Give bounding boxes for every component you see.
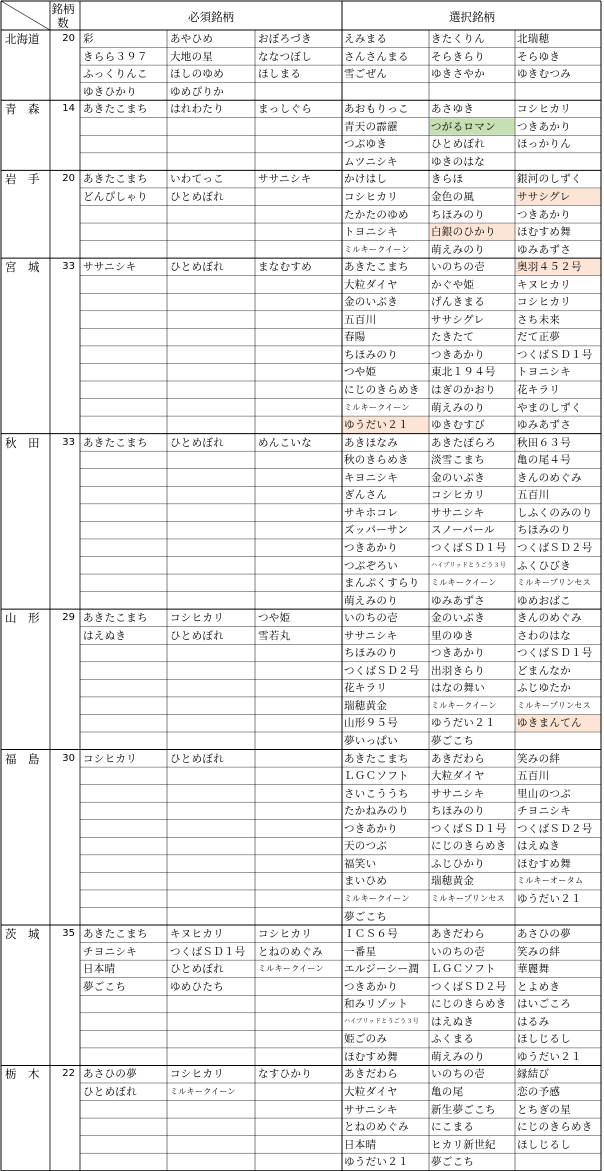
brand-cell: にじのきらめき	[517, 1121, 593, 1134]
brand-cell: かけはし	[344, 173, 388, 186]
brand-cell: エルジーシー潤	[344, 963, 420, 976]
brand-cell: 亀の尾	[431, 1086, 464, 1098]
brand-cell: ミルキープリンセス	[431, 893, 505, 903]
brand-cell: 彩	[83, 33, 94, 45]
brand-cell: つくばＳＤ１号	[431, 822, 507, 835]
brand-cell: 金のいぶき	[431, 471, 485, 484]
brand-cell: とよめき	[517, 980, 561, 993]
brand-cell: ゆきひかり	[83, 85, 137, 98]
brand-cell: トヨニシキ	[344, 226, 398, 239]
brand-cell: たかたのゆめ	[344, 208, 409, 221]
brand-cell: つくばＳＤ１号	[517, 647, 593, 660]
brand-count: 35	[62, 928, 75, 940]
brand-cell: とねのめぐみ	[258, 945, 323, 958]
brand-cell: ゆうだい２１	[344, 419, 409, 432]
brand-cell: 瑞穂黄金	[431, 875, 475, 888]
brand-cell: ふじゆたか	[517, 682, 571, 695]
brand-cell: ほしのゆめ	[170, 68, 224, 81]
brand-cell: さんさんまる	[344, 50, 409, 63]
brand-cell: 山形９５号	[344, 717, 398, 730]
brand-cell: あきたこまち	[83, 928, 148, 941]
brand-cell: 里山のつぶ	[517, 787, 571, 800]
brand-cell: どんぴしゃり	[83, 190, 148, 203]
brand-cell: ひとめぼれ	[170, 190, 224, 203]
brand-cell: 萌えみのり	[431, 1050, 485, 1063]
brand-cell: ゆうだい２１	[517, 1050, 582, 1063]
brand-cell: あきだわら	[431, 928, 485, 941]
brand-count: 22	[62, 1068, 75, 1080]
brand-cell: ちほみのり	[344, 348, 398, 361]
brand-cell: ひとめぼれ	[83, 1086, 137, 1098]
brand-cell: あさひの夢	[83, 1068, 137, 1081]
prefecture-name: 青 森	[5, 102, 40, 117]
brand-cell: まんぷくすらり	[344, 577, 420, 590]
brand-cell: 東北１９４号	[431, 366, 496, 379]
prefecture-name: 福 島	[5, 751, 40, 766]
brand-cell: まなむすめ	[258, 261, 312, 274]
brand-cell: ササニシキ	[258, 173, 312, 186]
brand-cell: 天のつぶ	[344, 840, 388, 853]
brand-cell: あきたこまち	[83, 436, 148, 449]
header-count	[50, 2, 76, 30]
brand-cell: あきたぽらろ	[431, 436, 496, 449]
brand-cell: 北瑞穂	[517, 33, 550, 45]
brand-cell: いのちの壱	[344, 612, 398, 625]
brand-cell: ほっかりん	[517, 138, 571, 151]
brand-cell: ササニシキ	[431, 787, 485, 800]
brand-cell: つくばＳＤ１号	[431, 541, 507, 554]
brand-count: 29	[62, 612, 75, 624]
brand-cell: ズッパーサン	[344, 524, 409, 537]
brand-cell: ちほみのり	[344, 647, 398, 660]
brand-cell: 五百川	[344, 313, 377, 326]
brand-cell: コシヒカリ	[83, 752, 137, 765]
header-count-line2: 数	[57, 16, 69, 30]
brand-cell: ゆきむすび	[431, 419, 485, 432]
brand-cell: いのちの壱	[431, 261, 485, 274]
brand-cell: ゆうだい２１	[431, 717, 496, 730]
brand-cell: はえぬき	[517, 840, 561, 853]
brand-cell: はるみ	[517, 1015, 550, 1028]
brand-cell: ほむすめ舞	[517, 226, 571, 239]
brand-cell: コシヒカリ	[517, 103, 571, 116]
brand-cell: 花キラリ	[517, 384, 561, 396]
brand-cell: つきあかり	[517, 120, 571, 133]
brand-cell: ひとめぼれ	[170, 261, 224, 274]
brand-cell: トヨニシキ	[517, 366, 571, 379]
brand-cell: にじのきらめき	[344, 384, 420, 396]
prefecture-name: 宮 城	[5, 260, 40, 275]
brand-cell: ゆうだい２１	[344, 1156, 409, 1169]
brand-cell: 出羽きらり	[431, 664, 485, 677]
brand-cell: 日本晴	[344, 1138, 377, 1151]
brand-cell: なすひかり	[258, 1068, 312, 1081]
brand-cell: まっしぐら	[258, 103, 312, 116]
brand-cell: ササニシキ	[344, 629, 398, 642]
brand-cell: どまんなか	[517, 664, 571, 677]
brand-cell: さいこううち	[344, 787, 409, 800]
brand-cell: つくばＳＤ２号	[517, 822, 593, 835]
brand-cell: つくばＳＤ１号	[517, 348, 593, 361]
brand-cell: 笑みの絆	[517, 752, 561, 765]
header-selected: 選択銘柄	[449, 10, 495, 24]
brand-cell: とちぎの星	[517, 1103, 571, 1116]
brand-cell: コシヒカリ	[170, 612, 224, 625]
brand-cell: あさひの夢	[517, 928, 571, 941]
header-required: 必須銘柄	[188, 10, 234, 24]
brand-cell: 雪ごぜん	[344, 68, 388, 81]
brand-cell: はぎのかおり	[431, 384, 496, 396]
brand-cell: 大粒ダイヤ	[344, 278, 398, 291]
brand-cell: 縁結び	[517, 1068, 550, 1081]
brand-cell: ほしまる	[258, 68, 302, 81]
brand-cell: ミルキープリンセス	[517, 700, 591, 710]
brand-cell: ふくまる	[431, 1033, 475, 1046]
brand-cell: いわてっこ	[170, 173, 224, 186]
brand-cell: つくばＳＤ１号	[170, 945, 246, 958]
brand-cell: キヨニシキ	[344, 471, 398, 484]
brand-cell: コシヒカリ	[344, 190, 398, 203]
brand-cell: ゆきさやか	[431, 68, 485, 81]
brand-cell: ササニシキ	[344, 1103, 398, 1116]
brand-cell: 萌えみのり	[344, 594, 398, 607]
brand-cell: ゆきまんてん	[517, 717, 582, 730]
prefecture-name: 岩 手	[5, 172, 40, 187]
prefecture-name: 栃 木	[5, 1067, 40, 1082]
brand-cell: ひとめぼれ	[170, 629, 224, 642]
brand-cell: 萌えみのり	[431, 243, 485, 256]
brand-cell: ハイブリッドとうごう３号	[344, 1017, 419, 1025]
brand-cell: げんきまる	[431, 296, 485, 309]
brand-count: 20	[62, 173, 75, 185]
brand-cell: 淡雪こまち	[431, 454, 485, 467]
brand-cell: 大粒ダイヤ	[344, 1086, 398, 1098]
brand-cell: 金のいぶき	[344, 296, 398, 309]
brand-cell: あきたこまち	[83, 173, 148, 186]
brand-cell: ほしじるし	[517, 1138, 571, 1151]
brand-cell: ふくひびき	[517, 559, 571, 572]
brand-count: 33	[62, 261, 75, 273]
brand-cell: つぶぞろい	[344, 559, 398, 572]
brand-cell: とねのめぐみ	[344, 1121, 409, 1134]
brand-cell: 銀河のしずく	[517, 173, 582, 186]
brand-cell: 白銀のひかり	[431, 226, 496, 239]
brand-cell: あきたこまち	[344, 261, 409, 274]
brand-count: 33	[62, 436, 75, 448]
brand-cell: いのちの壱	[431, 1068, 485, 1081]
brand-cell: ゆめぴりか	[170, 85, 224, 98]
brand-cell: 夢ごこち	[344, 910, 388, 923]
brand-cell: ゆめひたち	[170, 980, 224, 993]
brand-cell: ミルキークイーン	[344, 893, 410, 903]
brand-cell: チヨニシキ	[517, 805, 571, 818]
prefecture-name: 北海道	[5, 32, 40, 46]
brand-cell: ミルキープリンセス	[517, 578, 591, 588]
brand-cell: ササシグレ	[517, 190, 571, 203]
brand-cell: ハイブリッドとうごう３号	[431, 561, 506, 569]
prefecture-name: 秋 田	[5, 435, 40, 450]
brand-cell: つきあかり	[517, 208, 571, 221]
brand-cell: いのちの壱	[431, 945, 485, 958]
brand-cell: めんこいな	[258, 436, 312, 449]
brand-cell: ふじひかり	[431, 857, 485, 870]
brand-cell: コシヒカリ	[431, 489, 485, 502]
brand-cell: あきたこまち	[83, 103, 148, 116]
brand-cell: ミルキークイーン	[258, 964, 324, 974]
brand-cell: 春陽	[344, 331, 366, 344]
brand-cell: コシヒカリ	[258, 928, 312, 941]
brand-cell: あおもりっこ	[344, 103, 409, 116]
brand-cell: ＬＧＣソフト	[344, 770, 409, 783]
brand-cell: 瑞穂黄金	[344, 699, 388, 712]
brand-cell: ほむすめ舞	[344, 1050, 398, 1063]
brand-cell: だて正夢	[517, 331, 561, 344]
brand-cell: つきあかり	[431, 348, 485, 361]
brand-cell: 亀の尾４号	[517, 454, 571, 467]
brand-cell: たかねみのり	[344, 805, 409, 818]
brand-cell: えみまる	[344, 33, 388, 45]
brand-cell: ＩＣＳ６号	[344, 928, 398, 941]
brand-cell: あきだわら	[431, 752, 485, 765]
brand-cell: さわのはな	[517, 629, 571, 642]
brand-cell: ななつぼし	[258, 50, 312, 63]
brand-cell: ゆみあずさ	[517, 419, 571, 432]
brand-cell: あさゆき	[431, 103, 475, 116]
brand-cell: 恋の予感	[517, 1086, 561, 1098]
header-count-line1: 銘柄	[51, 2, 75, 16]
brand-cell: キヌヒカリ	[517, 278, 571, 291]
brand-cell: きんのめぐみ	[517, 612, 582, 625]
brand-cell: ぎんさん	[344, 489, 388, 502]
brand-cell: コシヒカリ	[517, 296, 571, 309]
brand-cell: ひとめぼれ	[431, 138, 485, 151]
brand-cell: 里のゆき	[431, 629, 475, 642]
brand-cell: ふっくりんこ	[83, 68, 148, 81]
brand-cell: きたくりん	[431, 33, 485, 45]
brand-cell: ミルキークイーン	[344, 402, 410, 412]
brand-cell: 大粒ダイヤ	[431, 770, 485, 783]
brand-cell: おぼろづき	[258, 33, 312, 45]
brand-cell: つくばＳＤ２号	[517, 541, 593, 554]
brand-cell: ゆきむつみ	[517, 68, 571, 81]
brand-cell: つきあかり	[431, 647, 485, 660]
brand-cell: ひとめぼれ	[170, 963, 224, 976]
brand-cell: 日本晴	[83, 963, 116, 976]
brand-cell: 姫ごのみ	[344, 1033, 388, 1046]
brand-cell: ほしじるし	[517, 1033, 571, 1046]
brand-cell: にじのきらめき	[431, 840, 507, 853]
brand-cell: 金色の風	[431, 190, 475, 203]
brand-cell: コシヒカリ	[170, 1068, 224, 1081]
brand-cell: ちほみのり	[431, 208, 485, 221]
brand-cell: ゆうだい２１	[517, 892, 582, 905]
brand-cell: 奥羽４５２号	[517, 261, 582, 274]
grid-line	[1, 1, 50, 30]
brand-cell: つや姫	[258, 612, 291, 625]
brand-cell: あきほなみ	[344, 436, 398, 449]
brand-cell: 花キラリ	[344, 682, 388, 695]
brand-cell: しふくのみのり	[517, 506, 593, 519]
brand-cell: 福笑い	[344, 857, 377, 870]
brand-cell: きらら３９７	[83, 50, 148, 63]
brand-cell: サキホコレ	[344, 506, 398, 519]
brand-cell: 新生夢ごこち	[431, 1103, 496, 1116]
brand-cell: 夢いっぱい	[344, 735, 398, 747]
brand-cell: はえぬき	[431, 1015, 475, 1028]
brand-cell: 秋のきらめき	[344, 454, 409, 467]
brand-cell: ちほみのり	[517, 524, 571, 537]
brand-cell: きらほ	[431, 173, 464, 186]
brand-cell: あきたこまち	[344, 752, 409, 765]
brand-cell: そらきらり	[431, 50, 485, 63]
brand-cell: はなの舞い	[431, 682, 485, 695]
brand-cell: 青天の霹靂	[344, 120, 398, 133]
brand-cell: 秋田６３号	[517, 436, 571, 449]
brand-cell: 萌えみのり	[431, 401, 485, 414]
brand-cell: 一番星	[344, 945, 377, 958]
brand-cell: ひとめぼれ	[170, 752, 224, 765]
brand-cell: ゆきのはな	[431, 155, 485, 168]
brand-cell: つきあかり	[344, 980, 398, 993]
brand-cell: そらゆき	[517, 50, 561, 63]
brand-cell: 夢ごこち	[431, 735, 475, 747]
brand-cell: ゆみあずさ	[517, 243, 571, 256]
brand-cell: つがるロマン	[431, 120, 496, 133]
brand-cell: チヨニシキ	[83, 945, 137, 958]
brand-cell: 五百川	[517, 770, 550, 783]
brand-cell: 夢ごこち	[83, 980, 127, 993]
brand-cell: 笑みの絆	[517, 945, 561, 958]
brand-cell: にじのきらめき	[431, 998, 507, 1011]
brand-cell: ちほみのり	[431, 805, 485, 818]
brand-cell: ミルキーオータム	[517, 876, 584, 886]
brand-cell: つぶゆき	[344, 138, 388, 151]
brand-cell: たきたて	[431, 331, 475, 344]
brand-cell: ミルキークイーン	[431, 700, 497, 710]
brand-cell: ムツニシキ	[344, 155, 398, 168]
brand-cell: あきたこまち	[83, 612, 148, 625]
brand-cell: ミルキークイーン	[170, 1087, 236, 1096]
brand-cell: キヌヒカリ	[170, 928, 224, 941]
brand-cell: つきあかり	[344, 822, 398, 835]
brand-cell: きんのめぐみ	[517, 471, 582, 484]
brand-cell: あきだわら	[344, 1068, 398, 1081]
brand-cell: 華麗舞	[517, 963, 550, 976]
brand-cell: はいごころ	[517, 998, 571, 1011]
brand-cell: 和みリゾット	[344, 998, 409, 1011]
brand-cell: ヒカリ新世紀	[431, 1138, 496, 1151]
brand-cell: やまのしずく	[517, 401, 582, 414]
brand-cell: にこまる	[431, 1121, 475, 1134]
brand-cell: ササニシキ	[83, 261, 137, 274]
brand-cell: さち未来	[517, 313, 561, 326]
brand-cell: ほむすめ舞	[517, 857, 571, 870]
brand-cell: 夢ごこち	[431, 1156, 475, 1169]
brand-cell: ゆめおばこ	[517, 594, 571, 607]
brand-cell: ミルキークイーン	[344, 244, 410, 254]
brand-cell: ササシグレ	[431, 313, 485, 326]
brand-cell: 大地の星	[170, 50, 214, 63]
brand-cell: はれわたり	[170, 103, 224, 116]
brand-count: 20	[62, 33, 75, 44]
brand-cell: かぐや姫	[431, 278, 475, 291]
brand-cell: まいひめ	[344, 875, 388, 888]
brand-cell: はえぬき	[83, 629, 127, 642]
brand-count: 30	[62, 752, 75, 764]
brand-count: 14	[62, 103, 75, 115]
brand-cell: 五百川	[517, 489, 550, 502]
prefecture-name: 山 形	[5, 611, 40, 626]
brand-cell: ササニシキ	[431, 506, 485, 519]
brand-cell: ゆみあずさ	[431, 594, 485, 607]
brand-cell: スノーパール	[431, 524, 495, 537]
brand-cell: つくばＳＤ２号	[431, 980, 507, 993]
brand-cell: ミルキークイーン	[431, 578, 497, 588]
brand-cell: つくばＳＤ２号	[344, 664, 420, 677]
brand-cell: 雪若丸	[258, 629, 291, 642]
brand-cell: ひとめぼれ	[170, 436, 224, 449]
prefecture-name: 茨 城	[5, 927, 40, 942]
brand-cell: あやひめ	[170, 33, 214, 45]
brand-cell: ＬＧＣソフト	[431, 963, 496, 976]
brand-cell: つきあかり	[344, 541, 398, 554]
brand-cell: つや姫	[344, 366, 377, 379]
brand-cell: 金のいぶき	[431, 612, 485, 625]
